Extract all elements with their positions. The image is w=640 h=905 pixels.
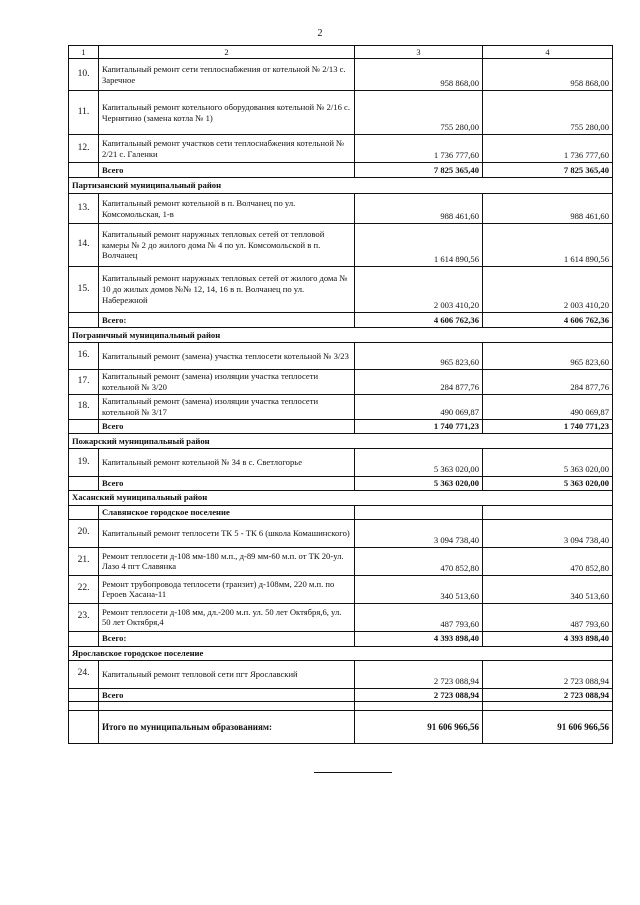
table-header-row — [69, 46, 613, 59]
row-description: Ремонт теплосети д-108 мм, дл.-200 м.п. ул. 50 лет Октября,6, ул. 50 лет Октября,4 — [99, 603, 355, 631]
amount-col-3: 988 461,60 — [355, 194, 483, 224]
row-number: 15. — [69, 267, 99, 313]
amount-col-4: 284 877,76 — [483, 370, 613, 395]
row-number: 18. — [69, 395, 99, 420]
amount-col-3: 4 606 762,36 — [355, 313, 483, 328]
row-description: Итого по муниципальным образованиям: — [99, 711, 355, 744]
row-description: Всего: — [99, 313, 355, 328]
amount-col-3: 1 614 890,56 — [355, 224, 483, 267]
amount-col-3: 5 363 020,00 — [355, 449, 483, 477]
amount-col-4: 470 852,80 — [483, 547, 613, 575]
subtotal-row — [69, 163, 613, 178]
table-row — [69, 370, 613, 395]
row-description: Ремонт теплосети д-108 мм-180 м.п., д-89 мм-60 м.п. от ТК 20-ул. Лазо 4 пгт Славянка — [99, 547, 355, 575]
subsection-title: Славянское городское поселение — [99, 505, 355, 519]
amount-col-4: 1 614 890,56 — [483, 224, 613, 267]
row-description: Капитальный ремонт теплосети ТК 5 - ТК 6 (школа Комашинского) — [99, 519, 355, 547]
row-number: 11. — [69, 91, 99, 135]
amount-col-4: 1 740 771,23 — [483, 420, 613, 434]
subtotal-row — [69, 688, 613, 702]
empty-cell — [355, 505, 483, 519]
row-number: 10. — [69, 59, 99, 91]
amount-col-4: 487 793,60 — [483, 603, 613, 631]
amount-col-3: 755 280,00 — [355, 91, 483, 135]
row-number: 13. — [69, 194, 99, 224]
amount-col-3: 1 736 777,60 — [355, 135, 483, 163]
row-description: Всего — [99, 477, 355, 491]
budget-table — [68, 45, 613, 744]
row-number: 17. — [69, 370, 99, 395]
amount-col-4: 340 513,60 — [483, 575, 613, 603]
row-description: Капитальный ремонт участков сети теплоснабжения котельной № 2/21 с. Галенки — [99, 135, 355, 163]
empty-cell — [483, 505, 613, 519]
amount-col-4: 958 868,00 — [483, 59, 613, 91]
section-title: Хасанский муниципальный район — [69, 490, 613, 505]
row-description: Капитальный ремонт котельного оборудования котельной № 2/16 с. Чернятино (замена котла № 1) — [99, 91, 355, 135]
row-number: 19. — [69, 449, 99, 477]
table-row — [69, 660, 613, 688]
table-row — [69, 395, 613, 420]
amount-col-4: 1 736 777,60 — [483, 135, 613, 163]
row-description: Капитальный ремонт котельной № 34 в с. Светлогорье — [99, 449, 355, 477]
amount-col-4: 2 723 088,94 — [483, 688, 613, 702]
amount-col-3: 91 606 966,56 — [355, 711, 483, 744]
amount-col-4: 5 363 020,00 — [483, 477, 613, 491]
subtotal-row — [69, 631, 613, 646]
table-row — [69, 343, 613, 370]
section-title: Ярославское городское поселение — [69, 646, 613, 660]
row-number — [69, 477, 99, 491]
row-description: Капитальный ремонт наружных тепловых сетей от жилого дома № 10 до жилых домов №№ 12, 14, 16 в п. Волчанец по ул. Набережной — [99, 267, 355, 313]
section-row — [69, 328, 613, 343]
amount-col-3: 284 877,76 — [355, 370, 483, 395]
amount-col-3: 340 513,60 — [355, 575, 483, 603]
table-row — [69, 135, 613, 163]
amount-col-4: 490 069,87 — [483, 395, 613, 420]
amount-col-3: 2 003 410,20 — [355, 267, 483, 313]
row-description: Капитальный ремонт сети теплоснабжения от котельной № 2/13 с. Заречное — [99, 59, 355, 91]
empty-cell — [99, 702, 355, 711]
section-row — [69, 434, 613, 449]
subtotal-row — [69, 420, 613, 434]
empty-cell — [69, 702, 99, 711]
row-description: Капитальный ремонт (замена) участка теплосети котельной № 3/23 — [99, 343, 355, 370]
row-description: Капитальный ремонт (замена) изоляции участка теплосети котельной № 3/17 — [99, 395, 355, 420]
table-row — [69, 91, 613, 135]
table-row — [69, 224, 613, 267]
amount-col-3: 965 823,60 — [355, 343, 483, 370]
amount-col-4: 2 723 088,94 — [483, 660, 613, 688]
subtotal-row — [69, 477, 613, 491]
section-title: Партизанский муниципальный район — [69, 178, 613, 194]
row-number: 23. — [69, 603, 99, 631]
empty-cell — [355, 702, 483, 711]
header-col-2: 2 — [99, 46, 355, 59]
amount-col-4: 5 363 020,00 — [483, 449, 613, 477]
row-number: 22. — [69, 575, 99, 603]
row-number — [69, 631, 99, 646]
row-description: Всего — [99, 420, 355, 434]
amount-col-4: 4 606 762,36 — [483, 313, 613, 328]
amount-col-3: 2 723 088,94 — [355, 660, 483, 688]
section-row — [69, 178, 613, 194]
amount-col-4: 91 606 966,56 — [483, 711, 613, 744]
table-row — [69, 194, 613, 224]
section-row — [69, 490, 613, 505]
table-row — [69, 519, 613, 547]
row-number: 20. — [69, 519, 99, 547]
amount-col-4: 965 823,60 — [483, 343, 613, 370]
subtotal-row — [69, 313, 613, 328]
table-row — [69, 575, 613, 603]
row-description: Всего — [99, 688, 355, 702]
amount-col-3: 490 069,87 — [355, 395, 483, 420]
row-number — [69, 313, 99, 328]
amount-col-3: 3 094 738,40 — [355, 519, 483, 547]
table-body — [69, 46, 613, 744]
section-row — [69, 646, 613, 660]
amount-col-3: 470 852,80 — [355, 547, 483, 575]
row-description: Всего — [99, 163, 355, 178]
section-title: Пожарский муниципальный район — [69, 434, 613, 449]
amount-col-3: 1 740 771,23 — [355, 420, 483, 434]
row-description: Капитальный ремонт наружных тепловых сетей от тепловой камеры № 2 до жилого дома № 4 по ул. Комсомольской в п. Волчанец — [99, 224, 355, 267]
empty-cell — [483, 702, 613, 711]
amount-col-4: 7 825 365,40 — [483, 163, 613, 178]
amount-col-3: 7 825 365,40 — [355, 163, 483, 178]
page-number: 2 — [317, 28, 323, 39]
amount-col-3: 5 363 020,00 — [355, 477, 483, 491]
row-number: 12. — [69, 135, 99, 163]
amount-col-3: 487 793,60 — [355, 603, 483, 631]
row-number — [69, 711, 99, 744]
row-description: Ремонт трубопровода теплосети (транзит) д-108мм, 220 м.п. по Героев Хасана-11 — [99, 575, 355, 603]
row-description: Всего: — [99, 631, 355, 646]
amount-col-4: 2 003 410,20 — [483, 267, 613, 313]
table-row — [69, 267, 613, 313]
header-col-1: 1 — [69, 46, 99, 59]
row-description: Капитальный ремонт котельной в п. Волчанец по ул. Комсомольская, 1-в — [99, 194, 355, 224]
row-number: 16. — [69, 343, 99, 370]
table-row — [69, 59, 613, 91]
amount-col-4: 3 094 738,40 — [483, 519, 613, 547]
row-number — [69, 163, 99, 178]
amount-col-4: 4 393 898,40 — [483, 631, 613, 646]
section-title: Пограничный муниципальный район — [69, 328, 613, 343]
amount-col-3: 2 723 088,94 — [355, 688, 483, 702]
table-row — [69, 603, 613, 631]
table-row — [69, 449, 613, 477]
row-description: Капитальный ремонт (замена) изоляции участка теплосети котельной № 3/20 — [99, 370, 355, 395]
footer-divider — [314, 772, 392, 773]
amount-col-3: 958 868,00 — [355, 59, 483, 91]
table-row — [69, 547, 613, 575]
grand-total-row — [69, 711, 613, 744]
spacer-row — [69, 702, 613, 711]
amount-col-4: 755 280,00 — [483, 91, 613, 135]
subsection-row — [69, 505, 613, 519]
row-number: 24. — [69, 660, 99, 688]
amount-col-4: 988 461,60 — [483, 194, 613, 224]
row-number — [69, 420, 99, 434]
row-number — [69, 505, 99, 519]
row-number — [69, 688, 99, 702]
amount-col-3: 4 393 898,40 — [355, 631, 483, 646]
row-number: 14. — [69, 224, 99, 267]
row-description: Капитальный ремонт тепловой сети пгт Ярославский — [99, 660, 355, 688]
header-col-4: 4 — [483, 46, 613, 59]
row-number: 21. — [69, 547, 99, 575]
header-col-3: 3 — [355, 46, 483, 59]
